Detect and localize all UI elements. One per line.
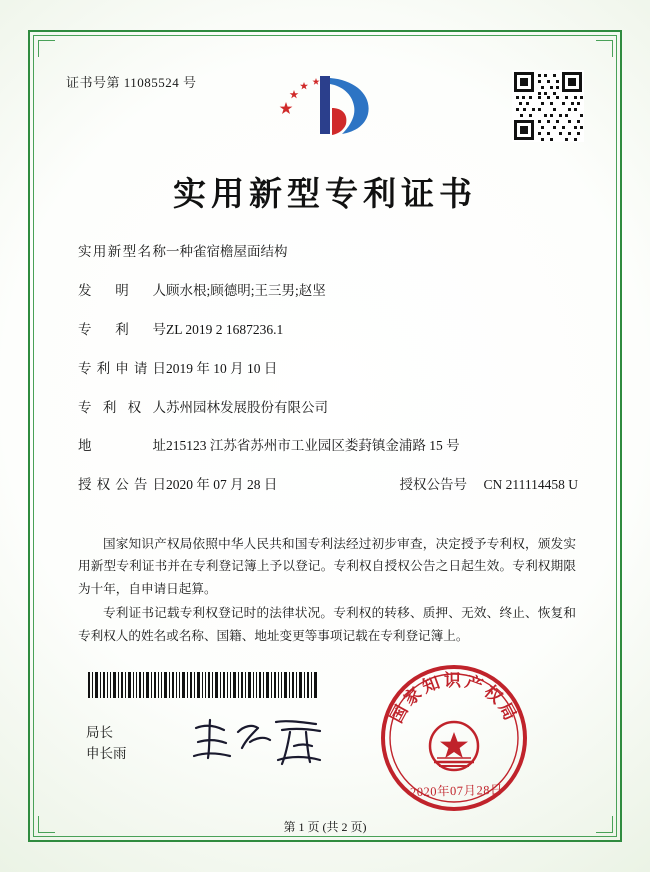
field-value: 顾水根;顾德明;王三男;赵坚 [166,282,326,298]
cnipa-emblem-logo-icon [272,68,380,140]
field-value: 2019 年 10 月 10 日 [166,360,278,376]
legal-text [78,533,576,649]
field-list [78,243,578,515]
page-title: 实用新型专利证书 [173,177,477,213]
paragraph-1: 国家知识产权局依照中华人民共和国专利法经过初步审查，决定授予专利权，颁发实用新型专利证书并在专利登记簿上予以登记。专利权自授权公告之日起生效。专利权期限为十年，自申请日起算。 [78,537,576,596]
qr-code-icon [512,70,584,142]
seal-date: 2020年07月28日 [409,782,504,800]
paragraph-2: 专利证书记载专利权登记时的法律状况。专利权的转移、质押、无效、终止、恢复和专利权人的姓名或名称、国籍、地址变更等事项记载在专利登记簿上。 [78,606,576,643]
director-signature-icon [190,712,330,772]
field-value: ZL 2019 2 1687236.1 [166,321,284,337]
svg-text:国家知识产权局: 国家知识产权局 [386,671,522,727]
director-block [86,723,127,765]
field-label: 发 明 人 [78,282,166,298]
field-label: 实用新型名称 [78,244,166,259]
field-label-grant-date: 授权公告日 [78,477,166,493]
certificate-number: 证书号第 11085524 号 [66,75,197,90]
field-label: 专 利 权 人 [78,399,166,415]
field-row-grant [78,476,578,495]
field-value: 215123 江苏省苏州市工业园区娄葑镇金浦路 15 号 [166,438,460,454]
field-value: 苏州园林发展股份有限公司 [166,399,328,415]
corner-ornament [38,40,55,57]
field-label: 地 址 [78,438,166,454]
field-row-name [78,243,578,262]
field-row-patent-number [78,321,578,340]
field-label: 专利申请日 [78,360,166,376]
field-value-grant-number: CN 211114458 U [483,477,578,493]
field-row-address [78,437,578,456]
field-row-application-date [78,360,578,379]
director-title-label: 局长 [86,725,113,740]
field-label-grant-number: 授权公告号 [399,477,467,493]
field-label: 专 利 号 [78,321,166,337]
page-footer: 第 1 页 (共 2 页) [283,820,367,834]
field-value-grant-date: 2020 年 07 月 28 日 [166,477,278,493]
corner-ornament [596,40,613,57]
field-value: 一种雀宿檐屋面结构 [166,244,288,259]
director-name-label: 申长雨 [86,745,127,761]
field-row-inventors [78,282,578,301]
field-row-patentee [78,399,578,418]
barcode-icon [88,672,318,698]
